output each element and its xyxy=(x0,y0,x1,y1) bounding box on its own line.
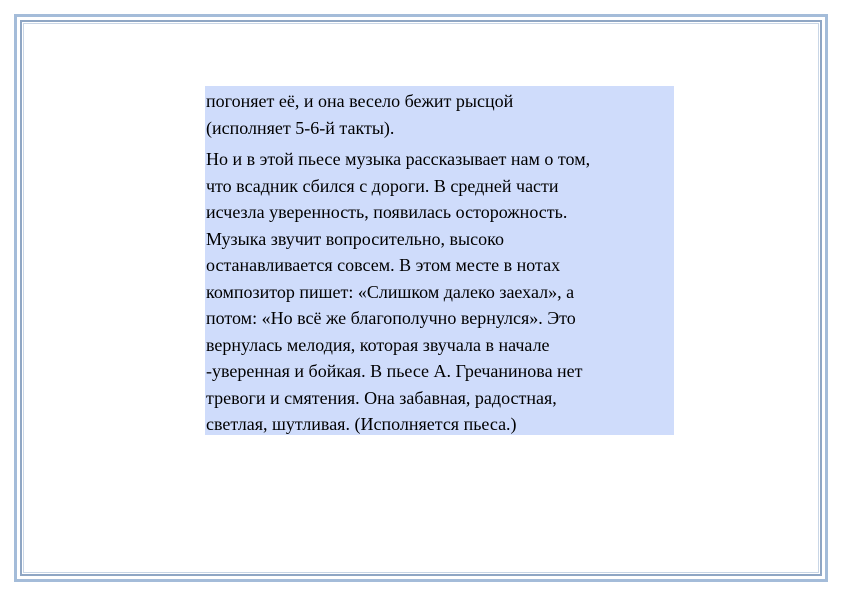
text-line: что всадник сбился с дороги. В средней части xyxy=(206,175,559,196)
text-line: светлая, шутливая. (Исполняется пьеса.) xyxy=(206,414,517,434)
text-line: (исполняет 5-6-й такты). xyxy=(206,117,395,138)
text-line: погоняет её, и она весело бежит рысцой xyxy=(206,91,514,111)
paragraph-1 xyxy=(206,88,674,141)
paragraph-2 xyxy=(206,146,674,438)
text-line: исчезла уверенность, появилась осторожность. xyxy=(206,202,568,222)
highlighted-text-block xyxy=(205,86,674,435)
text-line: Музыка звучит вопросительно, высоко xyxy=(206,228,504,249)
text-line: останавливается совсем. В этом месте в нотах xyxy=(206,255,561,275)
text-line: вернулась мелодия, которая звучала в начале xyxy=(206,334,550,355)
text-line: -уверенная и бойкая. В пьесе А. Гречанинова нет xyxy=(206,361,583,381)
text-line: тревоги и смятения. Она забавная, радостная, xyxy=(206,387,557,408)
text-line: Но и в этой пьесе музыка рассказывает нам о том, xyxy=(206,149,591,169)
text-line: потом: «Но всё же благополучно вернулся». Это xyxy=(206,308,576,328)
text-line: композитор пишет: «Слишком далеко заехал», а xyxy=(206,281,575,302)
